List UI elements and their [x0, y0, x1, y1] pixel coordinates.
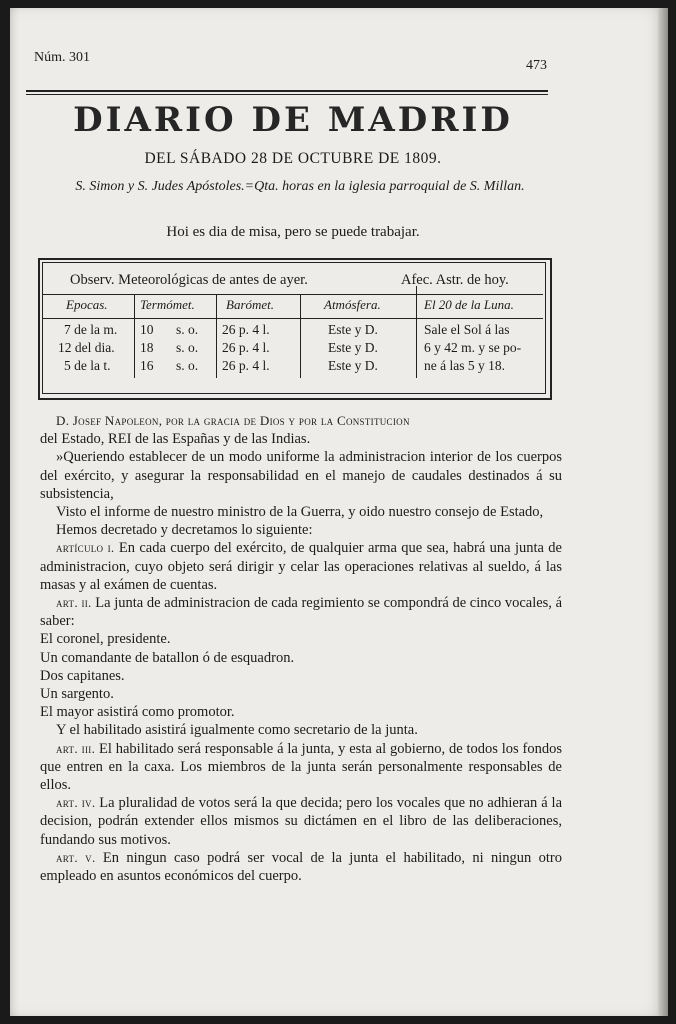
article-text: En cada cuerpo del exército, de qualquier arma que sea, habrá una junta de administracion, cuyo objeto será dirigir y celar las operaciones relativas al sueldo, á las masas y al exámen de cuentas. [40, 540, 562, 593]
row-baro: 26 p. 4 l. [222, 340, 270, 355]
row-atm: Este y D. [328, 322, 378, 337]
column-divider [216, 294, 217, 378]
col-luna: El 20 de la Luna. [424, 297, 514, 312]
row-term: 10 [140, 322, 154, 337]
paragraph: Y el habilitado asistirá igualmente como secretario de la junta. [56, 722, 418, 739]
list-item: El mayor asistirá como promotor. [40, 704, 235, 721]
article-text: El habilitado será responsable á la junta, y esta al gobierno, de todos los fondos que entren en la caxa. Los miembros de la junta serán personalmente responsables de ellos. [40, 740, 563, 794]
row-so: s. o. [176, 358, 199, 373]
row-epoca: 5 de la t. [64, 358, 111, 373]
column-divider [134, 294, 135, 378]
page-number: 473 [526, 58, 547, 73]
article-label: art. v. [56, 849, 96, 865]
table-rule [43, 294, 543, 295]
article-5 [40, 849, 562, 885]
list-item: Dos capitanes. [40, 667, 125, 684]
column-divider [416, 286, 417, 378]
astro-line: ne á las 5 y 18. [424, 358, 505, 373]
article-text: La pluralidad de votos será la que decida; pero los vocales que no adhieran á la decision, podrán extender ellos mismos su dictámen en el libro de las deliberaciones, fundando sus motivos. [40, 795, 563, 848]
paragraph: »Queriendo establecer de un modo uniforme la administracion interior de los cuerpos del exército, y asegurar la responsabilidad en el manejo de caudales destinados á su subsistencia, [40, 449, 562, 502]
article-4 [40, 794, 562, 849]
row-so: s. o. [176, 322, 199, 337]
row-term: 16 [140, 358, 154, 373]
article-2 [40, 594, 562, 630]
row-baro: 26 p. 4 l. [222, 358, 270, 373]
article-text: La junta de administracion de cada regimiento se compondrá de cinco vocales, á saber: [40, 595, 563, 630]
article-text: En ningun caso podrá ser vocal de la junta el habilitado, ni ningun otro empleado en asuntos económicos del cuerpo. [40, 849, 563, 885]
row-epoca: 7 de la m. [64, 322, 118, 337]
list-item: Un sargento. [40, 686, 114, 703]
table-rule [43, 318, 543, 319]
row-atm: Este y D. [328, 340, 378, 355]
col-atmosfera: Atmósfera. [324, 297, 381, 312]
paragraph: Hemos decretado y decretamos lo siguiente: [56, 522, 313, 539]
column-divider [300, 294, 301, 378]
col-termometro: Termómet. [140, 297, 195, 312]
decree-issuer: D. Josef Napoleon, por la gracia de Dios y por la Constitucion [56, 413, 410, 428]
decree-text [40, 412, 562, 885]
row-baro: 26 p. 4 l. [222, 322, 270, 337]
row-term: 18 [140, 340, 154, 355]
article-label: art. ii. [56, 595, 92, 611]
saints-of-day: S. Simon y S. Judes Apóstoles.=Qta. horas en la iglesia parroquial de S. Millan. [75, 179, 525, 194]
list-item: El coronel, presidente. [40, 631, 171, 648]
row-so: s. o. [176, 340, 199, 355]
issue-number: Núm. 301 [34, 50, 90, 65]
decree-heading [40, 412, 562, 430]
header-rule [26, 90, 548, 95]
article-3 [40, 740, 562, 795]
article-label: artículo i. [56, 540, 115, 556]
page-spine-shadow [658, 8, 668, 1016]
decree-heading-cont: del Estado, REI de las Españas y de las Indias. [40, 431, 311, 448]
paragraph: Visto el informe de nuestro ministro de la Guerra, y oido nuestro consejo de Estado, [56, 504, 544, 521]
astro-line: Sale el Sol á las [424, 322, 510, 337]
article-label: art. iv. [56, 795, 96, 811]
list-item: Un comandante de batallon ó de esquadron. [40, 649, 295, 666]
article-1 [40, 539, 562, 594]
astro-title: Afec. Astr. de hoy. [401, 272, 509, 288]
article-label: art. iii. [56, 740, 96, 756]
row-atm: Este y D. [328, 358, 378, 373]
mass-notice: Hoi es dia de misa, pero se puede trabajar. [166, 224, 420, 240]
col-epocas: Epocas. [66, 297, 108, 312]
row-epoca: 12 del dia. [58, 340, 115, 355]
dateline: DEL SÁBADO 28 DE OCTUBRE DE 1809. [144, 150, 442, 167]
weather-title: Observ. Meteorológicas de antes de ayer. [70, 272, 308, 288]
col-barometro: Barómet. [226, 297, 275, 312]
masthead-title: DIARIO DE MADRID [73, 100, 513, 140]
astro-line: 6 y 42 m. y se po- [424, 340, 522, 355]
